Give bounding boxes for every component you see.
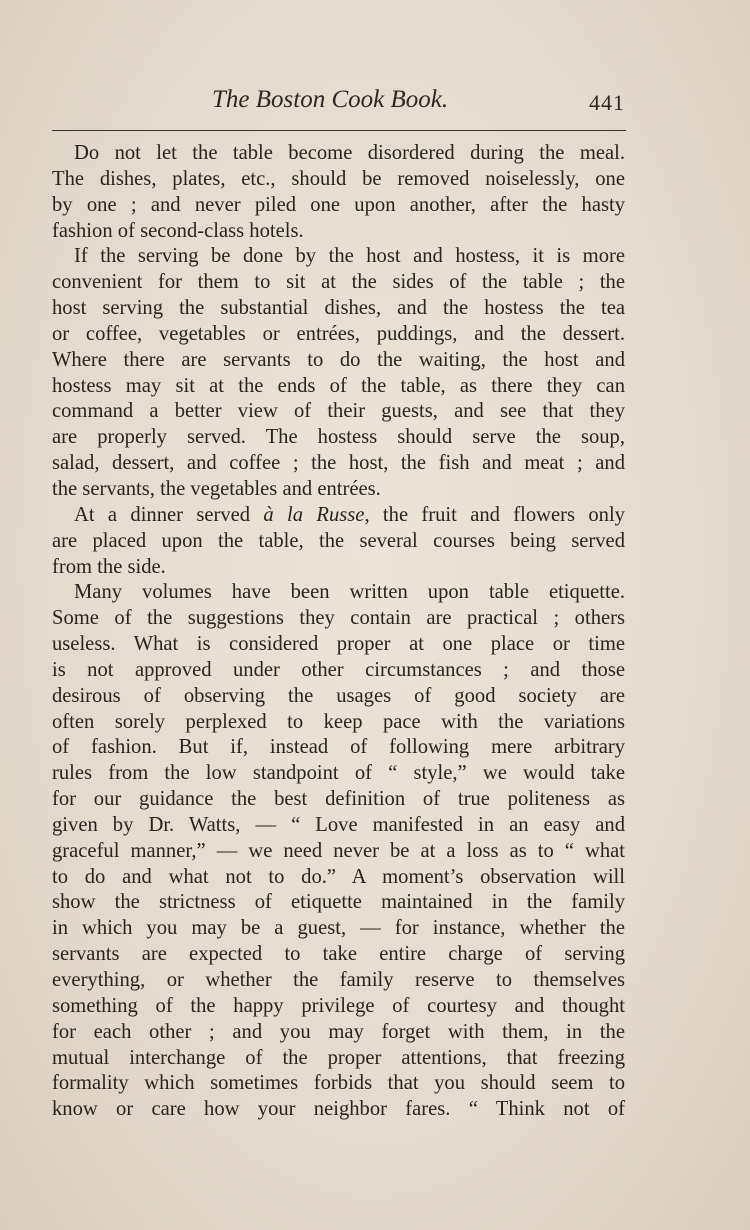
text-line: for each other ; and you may forget with them, in the (52, 1020, 625, 1043)
paragraph-2 (52, 244, 625, 502)
text-line: fashion of second-class hotels. (52, 219, 304, 242)
page-number: 441 (589, 90, 625, 115)
text-line: by one ; and never piled one upon another, after the hasty (52, 193, 625, 216)
text-line: servants are expected to take entire charge of serving (52, 943, 625, 966)
text-line: The dishes, plates, etc., should be removed noiselessly, one (52, 167, 625, 190)
text-line: formality which sometimes forbids that you should seem to (52, 1072, 625, 1095)
text-line: something of the happy privilege of courtesy and thought (52, 994, 625, 1017)
text-line: of fashion. But if, instead of following mere arbitrary (52, 736, 625, 759)
text-line: or coffee, vegetables or entrées, puddings, and the dessert. (52, 322, 625, 345)
text-line: desirous of observing the usages of good society are (52, 684, 625, 707)
paragraph-4 (52, 580, 625, 1123)
body-text (52, 141, 625, 1123)
text-line (52, 503, 625, 529)
text-line: from the side. (52, 555, 166, 578)
text-line: convenient for them to sit at the sides of the table ; the (52, 271, 625, 294)
text-line: Many volumes have been written upon table etiquette. (74, 581, 625, 604)
text-line: often sorely perplexed to keep pace with the variations (52, 710, 625, 733)
paragraph-1 (52, 141, 625, 244)
text-line: graceful manner,” — we need never be at a loss as to “ what (52, 839, 625, 862)
header-rule (52, 130, 626, 131)
text-fragment: At a dinner served (74, 503, 264, 526)
text-line: is not approved under other circumstances ; and those (52, 658, 625, 681)
paragraph-3 (52, 503, 625, 581)
text-line: in which you may be a guest, — for instance, whether the (52, 917, 625, 940)
text-line: host serving the substantial dishes, and the hostess the tea (52, 297, 625, 320)
text-line: are placed upon the table, the several courses being served (52, 529, 625, 552)
text-line: If the serving be done by the host and hostess, it is more (74, 245, 625, 268)
text-line: the servants, the vegetables and entrées. (52, 477, 381, 500)
italic-phrase: à la Russe (263, 503, 365, 526)
text-line: given by Dr. Watts, — “ Love manifested in an easy and (52, 813, 625, 836)
text-line: everything, or whether the family reserve to themselves (52, 969, 625, 991)
text-line: salad, dessert, and coffee ; the host, the fish and meat ; and (52, 452, 625, 475)
text-line: for our guidance the best definition of true politeness as (52, 788, 625, 811)
text-line: mutual interchange of the proper attentions, that freezing (52, 1046, 625, 1069)
text-line: Where there are servants to do the waiting, the host and (52, 348, 625, 371)
text-line: rules from the low standpoint of “ style,” we would take (52, 762, 625, 785)
running-title: The Boston Cook Book. (212, 86, 449, 113)
text-line: command a better view of their guests, and see that they (52, 400, 625, 423)
text-line: to do and what not to do.” A moment’s observation will (52, 865, 625, 888)
text-line: know or care how your neighbor fares. “ Think not of (52, 1098, 625, 1121)
text-line: are properly served. The hostess should serve the soup, (52, 426, 625, 449)
text-line: Some of the suggestions they contain are practical ; others (52, 607, 625, 630)
text-line: show the strictness of etiquette maintained in the family (52, 891, 625, 914)
text-line: hostess may sit at the ends of the table, as there they can (52, 374, 625, 397)
page-header (52, 86, 625, 126)
text-line: useless. What is considered proper at one place or time (52, 633, 625, 656)
text-line: Do not let the table become disordered during the meal. (74, 142, 625, 164)
text-fragment: , the fruit and flowers only (364, 503, 625, 526)
